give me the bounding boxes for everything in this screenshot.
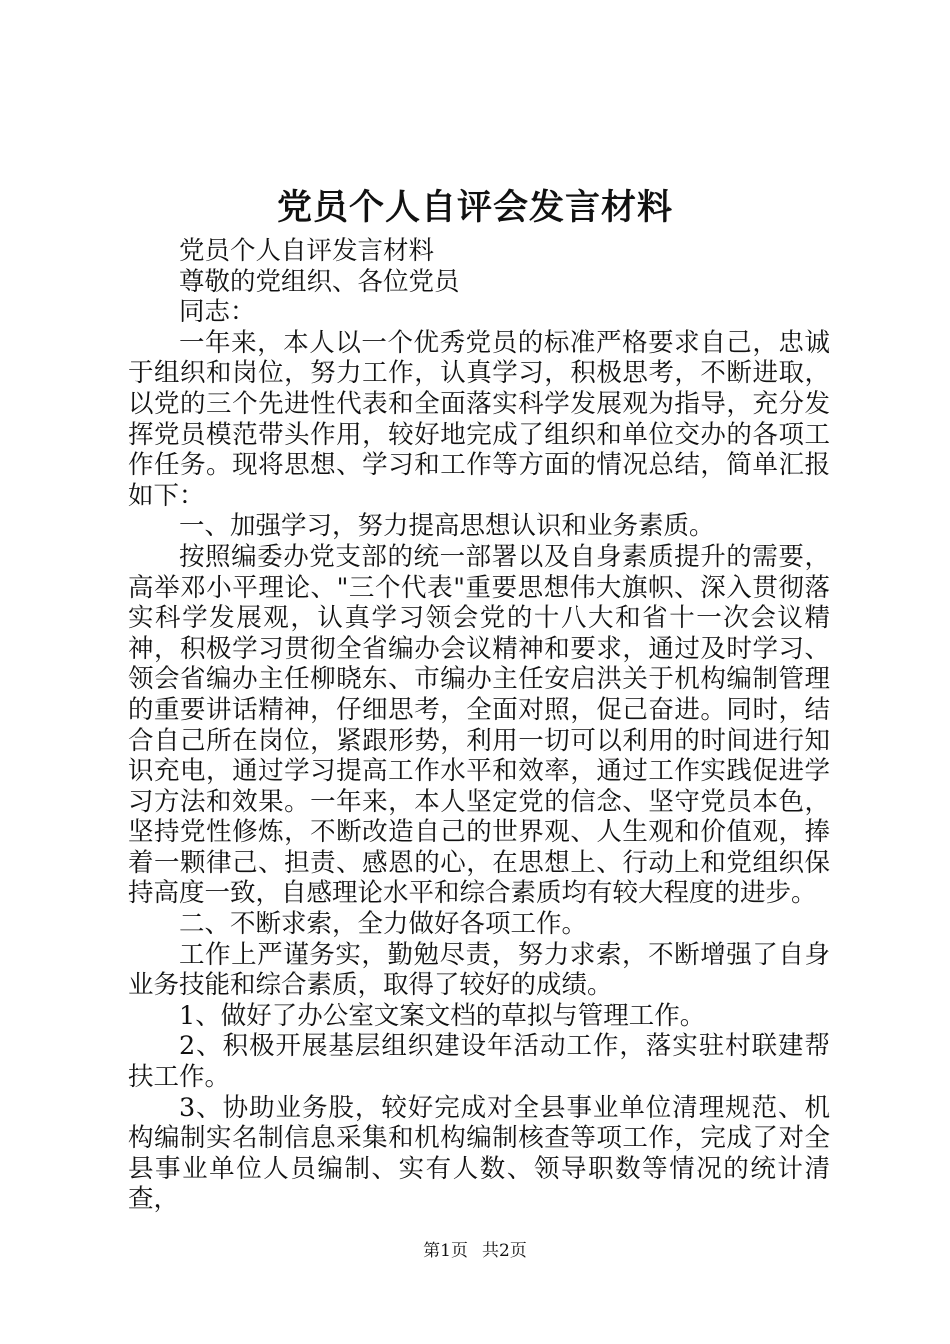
page-number: 第1页 [423, 1241, 468, 1261]
section-heading-1: 一、加强学习，努力提高思想认识和业务素质。 [179, 511, 715, 542]
list-item-3: 3、协助业务股，较好完成对全县事业单位清理规范、机构编制实名制信息采集和机构编制核查等项工作，完成了对全县事业单位人员编制、实有人数、领导职数等情况的统计清查， [128, 1092, 830, 1215]
paragraph-subtitle: 党员个人自评发言材料 [179, 236, 435, 266]
document-body [128, 236, 830, 1215]
paragraph-study: 按照编委办党支部的统一部署以及自身素质提升的需要，高举邓小平理论、"三个代表"重要思想伟大旗帜、深入贯彻落实科学发展观，认真学习领会党的十八大和省十一次会议精神，积极学习贯彻全省编办会议精神和要求，通过及时学习、领会省编办主任柳晓东、市编办主任安启洪关于机构编制管理的重要讲话精神，仔细思考，全面对照，促己奋进。同时，结合自己所在岗位，紧跟形势，利用一切可以利用的时间进行知识充电，通过学习提高工作水平和效率，通过工作实践促进学习方法和效果。一年来，本人坚定党的信念、坚守党员本色，坚持党性修炼，不断改造自己的世界观、人生观和价值观，捧着一颗律己、担责、感恩的心，在思想上、行动上和党组织保持高度一致，自感理论水平和综合素质均有较大程度的进步。 [128, 541, 830, 909]
paragraph-introduction: 一年来，本人以一个优秀党员的标准严格要求自己，忠诚于组织和岗位，努力工作，认真学习，积极思考，不断进取，以党的三个先进性代表和全面落实科学发展观为指导，充分发挥党员模范带头作用，较好地完成了组织和单位交办的各项工作任务。现将思想、学习和工作等方面的情况总结，简单汇报如下： [128, 327, 830, 511]
document-title: 党员个人自评会发言材料 [276, 187, 673, 228]
paragraph-salutation: 尊敬的党组织、各位党员 [179, 266, 460, 297]
paragraph-salutation-comrades: 同志： [179, 297, 256, 328]
list-item-1: 1、做好了办公室文案文档的草拟与管理工作。 [179, 1000, 706, 1031]
page-total: 共2页 [482, 1241, 527, 1261]
section-heading-2: 二、不断求索，全力做好各项工作。 [179, 909, 588, 940]
page-footer [0, 1239, 950, 1263]
list-item-2: 2、积极开展基层组织建设年活动工作，落实驻村联建帮扶工作。 [128, 1031, 830, 1093]
paragraph-work: 工作上严谨务实，勤勉尽责，努力求索，不断增强了自身业务技能和综合素质，取得了较好的成绩。 [128, 939, 830, 1001]
